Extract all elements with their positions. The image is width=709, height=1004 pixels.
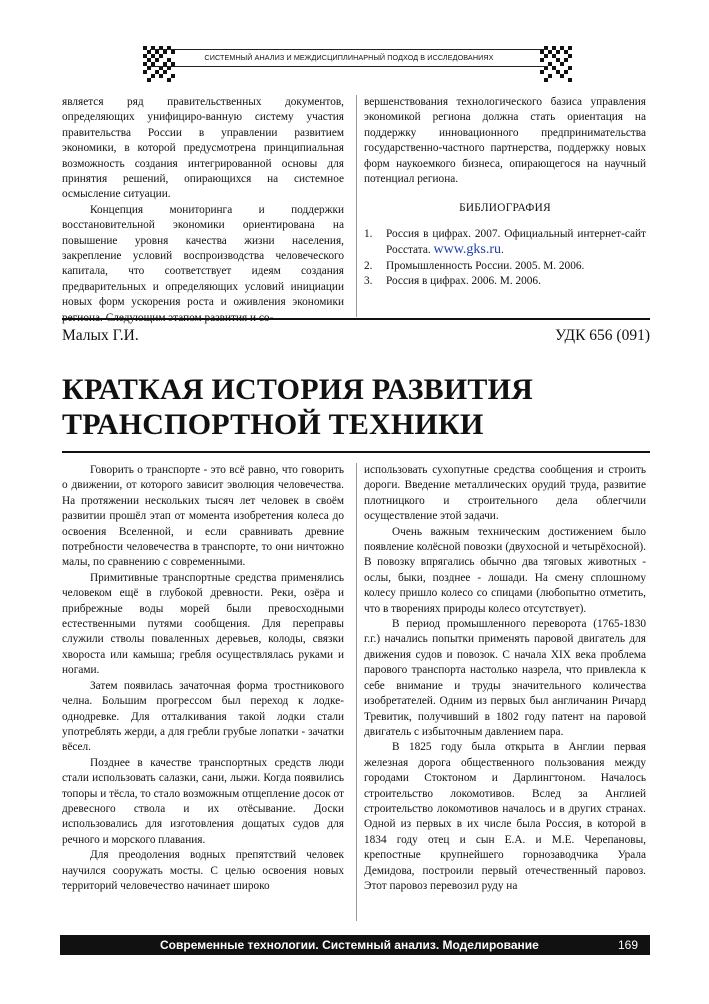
bibliography-title: БИБЛИОГРАФИЯ	[459, 202, 551, 215]
journal-title: Современные технологии. Системный анализ. Моделирование	[160, 938, 539, 952]
paragraph: Говорить о транспорте - это всё равно, что говорить о движении, от которого зависит эволюция человечества. На протяжении нескольких тысяч лет человек в своём развитии прошёл этап от момента изобретения колеса до освоения Вселенной, и если сравнивать древние потребности человечества в транспорте, то они ничтожно малы, по сравнению с современными.	[62, 464, 344, 569]
paragraph: вершенствования технологического базиса управления экономикой региона должна стать ориентация на поддержку инновационного предпринимательства государственно-частного партнерства, поддержку новых форм наукоемкого бизнеса, опирающегося на научный потенциал региона.	[364, 96, 646, 186]
column-divider	[356, 95, 357, 317]
title-divider	[62, 451, 650, 453]
column-divider	[356, 463, 357, 921]
paragraph: является ряд правительственных документов, определяющих унифициро-ванную систему участия правительства России в управлении развитием экономики, в которой предусмотрена принципиальная возможность создания интегрированной основы для принятия решений, опирающихся на системное осмысление ситуации.	[62, 96, 344, 201]
top-left-column	[62, 95, 344, 317]
bibliography-item: 1. Россия в цифрах. 2007. Официальный интернет-сайт Росстата. www.gks.ru.	[364, 227, 646, 258]
page-number: 169	[617, 938, 638, 952]
udk-code: УДК 656 (091)	[555, 327, 650, 344]
paragraph: Очень важным техническим достижением было появление колёсной повозки (двухосной и четырёхосной). В повозку впрягались обычно два тяговых животных - ослы, быки, позднее - лошади. На смену сплошному колесу пришло колесо со спицами (любопытно отметить, что в творениях природы колесо отсутствует).	[364, 525, 646, 615]
paragraph: Концепция мониторинга и поддержки восстановительной экономики ориентирована на повышение уровня качества жизни населения, закрепление условий воспроизводства человеческого капитала, что соответствует идеям создания предварительных и определяющих условий инициации новых форм ускорения роста и оживления экономики	[62, 203, 344, 309]
article-left-column	[62, 463, 344, 894]
top-right-column	[364, 95, 646, 289]
paragraph: использовать сухопутные средства сообщения и строить дороги. Введение металлических орудий труда, развитие плотницкого и строительного дела облегчили осуществление этой задачи.	[364, 464, 646, 523]
paragraph: Примитивные транспортные средства применялись человеком ещё в глубокой древности. Реки, озёра и прибрежные воды морей были превосходными естественными путями сообщения. Для переправы служили стволы поваленных деревьев, колоды, связки хвороста или камыша; гребля осуществлялась руками и ногами.	[62, 571, 344, 677]
article-right-column	[364, 463, 646, 894]
bibliography-item: 3. Россия в цифрах. 2006. М. 2006.	[364, 275, 541, 288]
running-header: СИСТЕМНЫЙ АНАЛИЗ И МЕЖДИСЦИПЛИНАРНЫЙ ПОДХОД В ИССЛЕДОВАНИЯХ	[150, 49, 548, 67]
author: Малых Г.И.	[62, 327, 139, 344]
bibliography-item: 2. Промышленность России. 2005. М. 2006.	[364, 259, 585, 272]
paragraph: Затем появилась зачаточная форма тростникового челна. Большим прогрессом был переход к лодке-однодревке. Для отталкивания такой лодки стали употреблять жерди, а для гребли грубые лопатки - зачатки вёсел.	[62, 679, 344, 754]
bibliography-list	[364, 227, 646, 290]
article-title: КРАТКАЯ ИСТОРИЯ РАЗВИТИЯ ТРАНСПОРТНОЙ ТЕХНИКИ	[62, 373, 534, 441]
page-footer	[60, 935, 650, 955]
section-divider	[62, 318, 650, 320]
paragraph: Для преодоления водных препятствий человек научился сооружать мосты. С целью освоения новых территорий человечество начинает широко	[62, 849, 344, 892]
paragraph: Позднее в качестве транспортных средств люди стали использовать салазки, сани, лыжи. Когда появились топоры и тёсла, то стало возможным отщепление досок от древесного ствола и их отёсывание. Доски использовались для изготовления дощатых судов для речного и морского плавания.	[62, 756, 344, 846]
paragraph: В 1825 году была открыта в Англии первая железная дорога общественного пользования между городами Стоктоном и Дарлингтоном. Началось строительство локомотивов. Вслед за Англией строительство локомотивов началось и в других странах. Одной из первых в их числе была Россия, в которой в 1834 году отец и сын Е.А. и М.Е. Черепановы, крепостные крупнейшего горнозаводчика Урала Демидова, построили первый отечественный паровоз. Этот паровоз перевозил руду на	[364, 741, 646, 892]
paragraph: В период промышленного переворота (1765-1830 г.г.) начались попытки применять паровой двигатель для движения судов и повозок. С начала XIX века проблема парового транспорта настолько назрела, что привлекла к себе внимание и труды значительного количества изобретателей. Одним из первых был англичанин Ричард Тревитик, получивший в 1802 году патент на паровой двигатель с избыточным давлением пара.	[364, 618, 646, 738]
gks-link[interactable]: www.gks.ru	[433, 242, 502, 258]
